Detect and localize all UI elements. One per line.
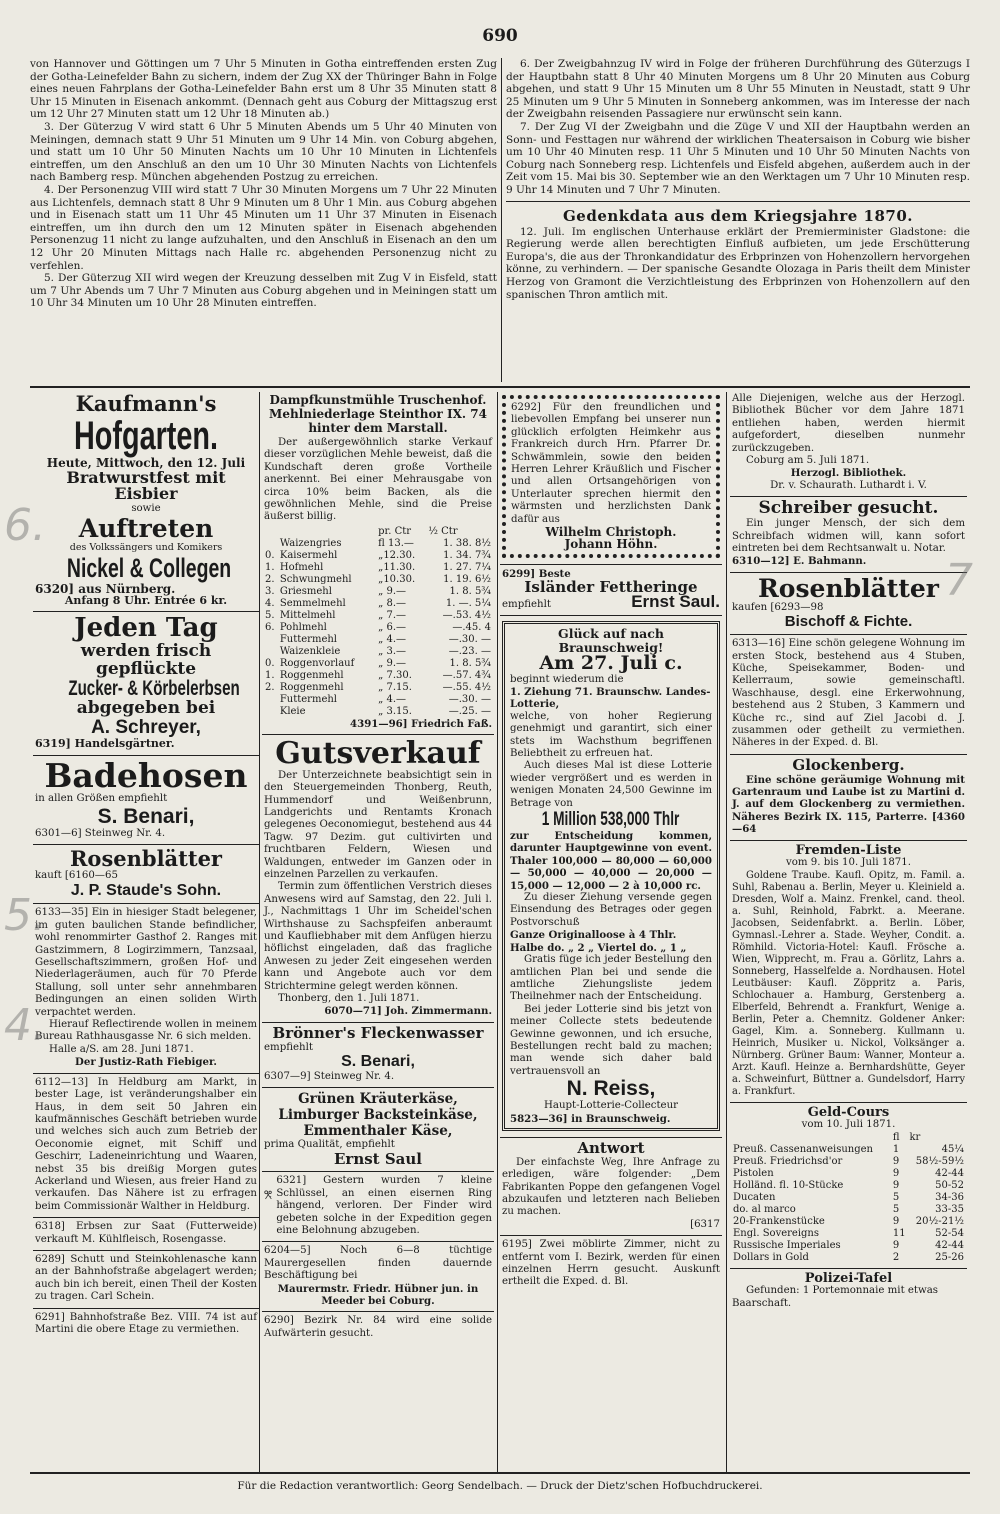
table-cell: Kleie bbox=[279, 705, 306, 717]
ad-title: Fremden-Liste bbox=[795, 842, 902, 858]
ad-line: S. Benari, bbox=[97, 804, 195, 828]
ad-title: Rosenblätter bbox=[69, 846, 222, 872]
ad-hofgarten bbox=[33, 390, 259, 612]
ad-line: werden frisch gepflückte bbox=[80, 640, 212, 679]
ad-heading: Kaufmann's bbox=[75, 391, 217, 416]
ad-lotterie bbox=[500, 616, 722, 1138]
table-row bbox=[732, 1156, 965, 1168]
table-cell bbox=[264, 634, 279, 646]
table-cell: Dollars in Gold bbox=[733, 1251, 809, 1263]
section-title: Gedenkdata aus dem Kriegsjahre 1870. bbox=[563, 207, 913, 226]
ad-line: 6320] aus Nürnberg. bbox=[35, 581, 176, 596]
table-cell bbox=[264, 694, 279, 706]
table-cell: 1. 38. 8½ bbox=[443, 537, 491, 549]
table-row bbox=[732, 1240, 965, 1252]
ad-text: 6112—13] In Heldburg am Markt, in bester Lage, ist veränderungshalber ein Haus, in dem seit 50 Jahren ein kaufmännisches Geschäft betrieben wurde und welches sich auch zum Betrieb der Oeconomie eignet, mit Schiff und Geschirr, Ladeneinrichtung und Waaren, nebst 35 bis dreißig Morgen gutes Ackerland und Wiesen, aus freier Hand zu verkaufen. Das Nähere ist zu erfragen beim Commissionär Walther in Heldburg. bbox=[35, 1076, 257, 1212]
table-cell: 34-36 bbox=[935, 1191, 964, 1203]
paragraph: 4. Der Personenzug VIII wird statt 7 Uhr 30 Minuten Morgens um 7 Uhr 22 Minuten aus Lichtenfels, demnach statt 8 Uhr 9 Minuten um 8 Uhr 1 Min. aus Coburg abgehen und in Eisenach statt um 11 Uhr 45 Minuten um 11 Uhr 37 Minuten in Eisenach eintreffen, um ihn durch den um 12 Minuten später in Eisenach abgehenden Personenzug 11 nicht zu lange aufzuhalten, und den Anschluß in Eisenach an den um 12 Uhr 20 Minuten Mittags nach Halle rc. abgehenden Personenzug nicht zu verfehlen. bbox=[30, 183, 497, 272]
table-cell: „ 4.— bbox=[378, 633, 407, 645]
table-row bbox=[732, 1216, 965, 1228]
ad-signature: Maurermstr. Friedr. Hübner jun. in Meeder bei Coburg. bbox=[277, 1282, 479, 1308]
ad-title: Schreiber gesucht. bbox=[758, 498, 939, 519]
ad-column-4 bbox=[730, 390, 967, 1314]
table-cell: 9 bbox=[892, 1167, 900, 1179]
table-row bbox=[732, 1180, 965, 1192]
table-cell: 1. 8. 5¾ bbox=[449, 585, 491, 597]
ad-heringe bbox=[500, 565, 722, 617]
table-cell: „ 3.— bbox=[378, 645, 407, 657]
ad-fleckenwasser bbox=[262, 1023, 494, 1088]
table-cell: 45¼ bbox=[941, 1143, 964, 1155]
table-row bbox=[264, 706, 492, 718]
ad-line bbox=[35, 678, 257, 700]
ad-text: 6133—35] Ein in hiesiger Stadt belegener, im guten baulichen Stande befindlicher, wohl renommirter Gasthof 2. Ranges mit Gastzimmern, 8 Logirzimmern, Tanzsaal, Gesellschaftszimmern, großen Hof- und Niederlageräumen, auch für 70 Pferde Stallung, soll unter sehr annehmbaren Bedingungen an einen soliden Wirth verpachtet werden. bbox=[35, 907, 257, 1018]
table-cell: „ 7.— bbox=[378, 609, 407, 621]
table-cell: Russische Imperiales bbox=[733, 1239, 841, 1251]
table-cell: Futtermehl bbox=[279, 633, 337, 645]
table-cell: Roggenvorlauf bbox=[279, 657, 355, 669]
ad-line: kauft [6160—65 bbox=[35, 870, 118, 882]
ad-title: Badehosen bbox=[44, 755, 248, 795]
ad-signature: 4391—96] Friedrich Faß. bbox=[350, 717, 492, 730]
ad-title: Glockenberg. bbox=[792, 755, 905, 774]
ad-title-text: Hofgarten. bbox=[74, 414, 218, 459]
column-divider bbox=[497, 392, 498, 1472]
table-cell: 1. 27. 7¼ bbox=[443, 561, 491, 573]
table-cell: fl 13.— bbox=[378, 537, 414, 549]
ad-schutt bbox=[33, 1251, 259, 1309]
table-cell bbox=[264, 706, 279, 718]
table-cell: 2. bbox=[265, 681, 275, 693]
ad-text: beginnt wiederum die bbox=[510, 673, 624, 685]
table-row bbox=[264, 694, 492, 706]
ad-line: prima Qualität, empfiehlt bbox=[264, 1139, 395, 1151]
table-cell: Preuß. Cassenanweisungen bbox=[733, 1143, 873, 1155]
table-cell: Semmelmehl bbox=[279, 597, 346, 609]
ad-rosenblaetter-2 bbox=[730, 573, 967, 635]
column-divider bbox=[726, 392, 727, 1472]
ad-dampfmuehle bbox=[262, 390, 494, 735]
table-cell: 9 bbox=[892, 1239, 900, 1251]
ad-line-text: Nickel & Collegen bbox=[66, 553, 232, 584]
ad-text: 1. Ziehung 71. Braunschw. Landes-Lotterie, bbox=[510, 686, 711, 711]
ad-schreiber bbox=[730, 497, 967, 572]
ad-text: 6289] Schutt und Steinkohlenasche kann an der Bahnhofstraße abgelagert werden; auch bin ich bereit, einen Theil der Kosten zu tragen. Carl Schein. bbox=[35, 1253, 257, 1303]
table-cell: —.30. — bbox=[448, 633, 491, 645]
ad-line: S. Benari, bbox=[341, 1053, 415, 1071]
ad-text: Eine schöne geräumige Wohnung mit Gartenraum und Laube ist zu Martini d. J. auf dem Glockenberg zu vermiethen. Näheres Bezirk IX. 115, Parterre. [4360—64 bbox=[732, 773, 965, 836]
table-cell: Waizengries bbox=[279, 537, 342, 549]
table-cell: „ 6.— bbox=[378, 621, 407, 633]
table-cell: Pistolen bbox=[733, 1167, 774, 1179]
table-cell: —.25. — bbox=[448, 705, 491, 717]
ad-title: Antwort bbox=[577, 1139, 645, 1158]
table-cell: 1. bbox=[265, 561, 275, 573]
ad-column-1 bbox=[33, 390, 259, 1340]
ad-text: 6290] Bezirk Nr. 84 wird eine solide Aufwärterin gesucht. bbox=[264, 1315, 492, 1339]
ad-text: Der einfachste Weg, Ihre Anfrage zu erledigen, wäre folgender: „Dem Fabrikanten Poppe den gefangenen Vogel abzukaufen und letzteren nach Belieben zu machen. bbox=[502, 1156, 720, 1218]
table-cell: Pohlmehl bbox=[279, 621, 327, 633]
table-row bbox=[732, 1168, 965, 1180]
ad-frame bbox=[502, 621, 720, 1131]
ad-line: Am 27. Juli c. bbox=[539, 651, 683, 674]
pencil-mark: 7 bbox=[945, 555, 973, 606]
table-cell: 4. bbox=[265, 597, 275, 609]
table-cell: Griesmehl bbox=[279, 585, 332, 597]
ad-column-2 bbox=[262, 390, 494, 1344]
ad-line: 6307—9] Steinweg Nr. 4. bbox=[264, 1070, 395, 1082]
table-cell: Waizenkleie bbox=[279, 645, 341, 657]
ad-line: Heute, Mittwoch, den 12. Juli bbox=[46, 456, 246, 471]
ad-signature: Johann Höhn. bbox=[564, 537, 658, 552]
ad-erbsen bbox=[33, 612, 259, 755]
table-row bbox=[264, 610, 492, 622]
table-header-cell: fl bbox=[892, 1131, 900, 1143]
table-cell: 0. bbox=[265, 549, 275, 561]
ad-text: Coburg am 5. Juli 1871. bbox=[746, 455, 870, 467]
table-header-cell bbox=[732, 1132, 892, 1144]
ad-text: Termin zum öffentlichen Verstrich dieses Anwesens wird auf Samstag, den 22. Juli l. J., Nachmittags 1 Uhr im Scheidel'schen Wirthshause zu Sachspfeifen anberaumt und Kaufliebhaber mit dem Anfügen hierzu höflichst eingeladen, daß das fragliche Anwesen zu jeder Zeit eingesehen werden kann und Angebote auch vor dem Strichtermine gelegt werden können. bbox=[264, 881, 492, 992]
column-divider bbox=[501, 58, 502, 382]
ad-zimmer bbox=[500, 1236, 722, 1293]
section-divider bbox=[30, 386, 970, 388]
table-cell: 9 bbox=[892, 1179, 900, 1191]
ad-line: in allen Größen empfiehlt bbox=[35, 793, 168, 805]
paragraph: 6. Der Zweigbahnzug IV wird in Folge der früheren Durchführung des Güterzugs I der Hauptbahn statt 8 Uhr 40 Minuten Morgens um 8 Uhr 20 Minuten aus Coburg abgehen, und statt 9 Uhr 15 Minuten um 8 Uhr 55 Minuten in Neustadt, statt 9 Uhr 25 Minuten um 9 Uhr 5 Minuten in Sonneberg ankommen, was im Interesse der nach der Zweigbahn reisenden Passagiere nur erwünscht sein kann. bbox=[506, 58, 970, 121]
table-cell: 1. 8. 5¾ bbox=[449, 657, 491, 669]
table-row bbox=[264, 586, 492, 598]
table-cell: 33-35 bbox=[935, 1203, 964, 1215]
ad-line: Auftreten bbox=[78, 513, 214, 543]
ad-line: des Volkssängers und Komikers bbox=[69, 541, 223, 553]
table-cell: 1 bbox=[892, 1143, 900, 1155]
ad-antwort bbox=[500, 1138, 722, 1236]
table-cell: 6. bbox=[265, 621, 275, 633]
table-cell: 9 bbox=[892, 1215, 900, 1227]
table-cell: 5 bbox=[892, 1203, 900, 1215]
ad-line: Bratwurstfest mit Eisbier bbox=[66, 467, 226, 504]
ad-line: 6301—6] Steinweg Nr. 4. bbox=[35, 827, 166, 839]
ad-title: Brönner's Fleckenwasser bbox=[272, 1023, 484, 1042]
ad-geldcours bbox=[730, 1103, 967, 1269]
ad-fremdenliste bbox=[730, 841, 967, 1103]
ad-line-text: 1 Million 538,000 Thlr bbox=[542, 809, 680, 831]
divider bbox=[506, 201, 970, 203]
ad-line: abgegeben bei bbox=[76, 698, 216, 719]
top-right-column bbox=[506, 58, 970, 301]
ad-polizei bbox=[730, 1269, 967, 1314]
ad-signature: N. Reiss, bbox=[566, 1077, 656, 1101]
ad-text: 6291] Bahnhofstraße Bez. VIII. 74 ist auf Martini die obere Etage zu vermiethen. bbox=[35, 1311, 257, 1336]
ad-glockenberg bbox=[730, 755, 967, 841]
table-cell: Mittelmehl bbox=[279, 609, 336, 621]
table-row bbox=[264, 646, 492, 658]
ad-title: Dampfkunstmühle Truschenhof. Mehlniederlage Steinthor IX. 74 hinter dem Marstall. bbox=[269, 393, 487, 435]
ad-title: Jeden Tag bbox=[74, 613, 218, 644]
paragraph: 3. Der Güterzug V wird statt 6 Uhr 5 Minuten Abends um 5 Uhr 40 Minuten von Meiningen, demnach statt 9 Uhr 51 Minuten um 9 Uhr 14 Min. von Coburg abgehen, und statt um 10 Uhr 50 Minuten Nachts um 10 Uhr 10 Minuten in Lichtenfels eintreffen, um den Anschluß an den um 10 Uhr 30 Minuten Nachts von Lichtenfels nach Bamberg resp. München abgehenden Postzug zu erreichen. bbox=[30, 120, 497, 184]
ad-text: Ganze Originalloose à 4 Thlr. Halbe do. „ 2 „ Viertel do. „ 1 „ bbox=[510, 929, 687, 954]
table-cell: 0. bbox=[265, 657, 275, 669]
ad-text: Gratis füge ich jeder Bestellung den amtlichen Plan bei und sende die amtliche Ziehungsliste jedem Theilnehmer nach der Entscheidung. bbox=[510, 954, 712, 1003]
ad-line: vom 10. Juli 1871. bbox=[801, 1119, 896, 1131]
ad-text: Auch dieses Mal ist diese Lotterie wieder vergrößert und es werden in wenigen Monaten 24,500 Gewinne im Betrage von bbox=[510, 760, 712, 809]
table-row bbox=[732, 1204, 965, 1216]
ad-text: welche, von hoher Regierung genehmigt und garantirt, sich einer stets im Wachsthum begriffenen Beliebtheit zu erfreuen hat. bbox=[510, 710, 712, 760]
table-cell: Holländ. fl. 10-Stücke bbox=[733, 1179, 844, 1191]
ad-signature: Ernst Saul bbox=[334, 1149, 422, 1168]
table-cell bbox=[264, 538, 279, 550]
table-row bbox=[264, 598, 492, 610]
table-header-cell: ½ Ctr bbox=[428, 525, 458, 537]
ad-badehosen bbox=[33, 756, 259, 846]
ad-title: Geld-Cours bbox=[807, 1104, 890, 1120]
pencil-mark: 5. bbox=[4, 890, 46, 941]
ad-text: Der Justiz-Rath Fiebiger. bbox=[75, 1056, 217, 1069]
ad-erbsen-saat bbox=[33, 1218, 259, 1251]
ad-signature: Herzogl. Bibliothek. bbox=[790, 467, 907, 480]
table-header-cell bbox=[264, 526, 279, 538]
table-cell: „ 3.15. bbox=[378, 705, 412, 717]
table-cell: 42-44 bbox=[935, 1239, 964, 1251]
table-cell: 5. bbox=[265, 609, 275, 621]
table-cell: „12.30. bbox=[378, 549, 416, 561]
exchange-table bbox=[732, 1132, 965, 1264]
pencil-mark: 4. bbox=[4, 1000, 46, 1051]
ad-line: sowie bbox=[131, 503, 161, 515]
ad-text: Hierauf Reflectirende wollen in meinem Bureau Rathhausgasse Nr. 6 sich melden. bbox=[35, 1019, 257, 1043]
ad-text: 6195] Zwei möblirte Zimmer, nicht zu entfernt vom I. Bezirk, werden für einen einzelnen Herrn gesucht. Auskunft ertheilt die Exped. d. Bl. bbox=[502, 1239, 720, 1288]
ad-signature: Ernst Saul. bbox=[631, 592, 720, 612]
ad-line: vom 9. bis 10. Juli 1871. bbox=[786, 857, 911, 869]
table-cell: 9 bbox=[892, 1155, 900, 1167]
ad-line-text: Zucker- & Körbelerbsen bbox=[68, 677, 240, 701]
ad-text: 6313—16] Eine schön gelegene Wohnung im ersten Stock, bestehend aus 4 Stuben, Küche, Speisekammer, Boden- und Kellerraum, sowie gemeinschaftl. Waschhause, desgl. eine Erkerwohnung, bestehend aus 2 Stuben, 3 Kammern und Küche rc., sind auf Ziel Jacobi d. J. zusammen oder getheilt zu vermiethen. Näheres in der Exped. d. Bl. bbox=[732, 638, 965, 749]
table-cell: 42-44 bbox=[935, 1167, 964, 1179]
ad-row bbox=[502, 592, 720, 612]
paragraph: 12. Juli. Im englischen Unterhause erklärt der Premierminister Gladstone: die Regierung werde allen berechtigten Einfluß aufbieten, um jede Erschütterung Europa's, die aus der Thronkandidatur des Erbprinzen von Hohenzollern hervorgehen könne, zu verhindern. — Der spanische Gesandte Olozaga in Paris theilt dem Minister Herzog von Gramont die Verzichtleistung des Erbprinzen von Hohenzollern auf den spanischen Thron amtlich mit. bbox=[506, 225, 970, 301]
ad-bahnhof bbox=[33, 1309, 259, 1341]
table-cell: 25-26 bbox=[935, 1251, 964, 1263]
ad-signature: 6070—71] Joh. Zimmermann. bbox=[324, 1005, 492, 1018]
paragraph: 5. Der Güterzug XII wird wegen der Kreuzung desselben mit Zug V in Eisfeld, statt um 7 Uhr Abends um 7 Uhr 7 Minuten aus Coburg abgehen und in Meiningen statt um 10 Uhr 34 Minuten um 10 Uhr 28 Minuten eintreffen. bbox=[30, 272, 497, 310]
paragraph: von Hannover und Göttingen um 7 Uhr 5 Minuten in Gotha eintreffenden ersten Zug der Gotha-Leinefelder Bahn zu sichern, indem der Zug XX der Thüringer Bahn in Folge eines neuen Fahrplans der Gotha-Leinefelder Bahn erst um 8 Uhr 35 Minuten statt 8 Uhr 15 Minuten in Eisenach ankommt. (Dennach geht aus Coburg der Mittagszug erst um 12 Uhr 27 Minuten statt um 12 Uhr 18 Minuten ab.) bbox=[30, 58, 497, 121]
table-cell: „ 7.15. bbox=[378, 681, 412, 693]
table-cell: 1. 19. 6½ bbox=[443, 573, 491, 585]
ad-line: empfiehlt bbox=[264, 1041, 313, 1053]
ad-signature: 6310—12] E. Bahmann. bbox=[732, 555, 867, 568]
ad-text: Bei jeder Lotterie sind bis jetzt von meiner Collecte stets bedeutende Gewinne gewonnen, und ich ersuche, Bestellungen recht bald zu machen; man wende sich daher bald vertrauensvoll an bbox=[510, 1003, 712, 1077]
price-rows bbox=[264, 538, 492, 718]
ad-kaese bbox=[262, 1088, 494, 1172]
table-row bbox=[264, 574, 492, 586]
table-cell: 20½-21½ bbox=[915, 1215, 964, 1227]
table-cell: 5 bbox=[892, 1191, 900, 1203]
ad-gasthof bbox=[33, 904, 259, 1073]
ad-text: zur Entscheidung kommen, darunter Hauptgewinne von event. Thaler 100,000 — 80,000 — 60,000 — 50,000 — 40,000 — 20,000 — 15,000 — 12,000 — 2 à 10,000 rc. bbox=[510, 830, 712, 892]
ad-text: 6204—5] Noch 6—8 tüchtige Maurergesellen finden dauernde Beschäftigung bei bbox=[264, 1245, 492, 1282]
table-row bbox=[264, 622, 492, 634]
ad-text: 6318] Erbsen zur Saat (Futterweide) verkauft M. Kühlfleisch, Rosengasse. bbox=[35, 1221, 257, 1245]
table-cell: „ 8.— bbox=[378, 597, 407, 609]
ad-text: Ein junger Mensch, der sich dem Schreibfach widmen will, kann sofort eintreten bei dem Rechtsanwalt u. Notar. bbox=[732, 518, 965, 554]
table-header-cell bbox=[279, 526, 377, 538]
table-header-cell: pr. Ctr bbox=[378, 525, 412, 537]
table-cell: —.55. 4½ bbox=[442, 681, 491, 693]
ad-title: Rosenblätter bbox=[758, 573, 939, 603]
table-cell: Ducaten bbox=[733, 1191, 776, 1203]
column-divider bbox=[259, 392, 260, 1472]
ad-column-3 bbox=[500, 390, 722, 1293]
ad-title bbox=[35, 415, 257, 457]
ad-line: 5823—36] in Braunschweig. bbox=[510, 1112, 671, 1125]
price-table bbox=[264, 526, 492, 718]
ad-line bbox=[35, 554, 257, 582]
ad-danksagung bbox=[500, 390, 722, 565]
table-cell: do. al marco bbox=[733, 1203, 796, 1215]
ad-line: kaufen [6293—98 bbox=[732, 601, 824, 613]
table-cell: Futtermehl bbox=[279, 693, 337, 705]
table-cell: „11.30. bbox=[378, 561, 416, 573]
ad-frame bbox=[502, 395, 720, 558]
table-row bbox=[264, 538, 492, 550]
ad-line: A. Schreyer, bbox=[91, 717, 201, 739]
table-cell: Preuß. Friedrichsd'or bbox=[733, 1155, 843, 1167]
key-icon bbox=[264, 1175, 272, 1215]
ad-text: 6321] Gestern wurden 7 kleine Schlüssel, an einen eisernen Ring hängend, verloren. Der Finder wird gebeten solche in der Expedition gegen eine Belohnung abzugeben. bbox=[276, 1175, 492, 1237]
table-cell: —.45. 4 bbox=[452, 621, 491, 633]
table-cell: —.23. — bbox=[448, 645, 491, 657]
table-cell bbox=[264, 646, 279, 658]
table-header bbox=[264, 526, 492, 538]
table-cell: —.30. — bbox=[448, 693, 491, 705]
ad-text: Alle Diejenigen, welche aus der Herzogl. Bibliothek Bücher vor dem Jahre 1871 entliehen haben, werden hiermit aufgefordert, dieselben nunmehr zurückzugeben. bbox=[732, 393, 965, 454]
table-cell: Engl. Sovereigns bbox=[733, 1227, 820, 1239]
footer-imprint: Für die Redaction verantwortlich: Georg Sendelbach. — Druck der Dietz'schen Hofbuchdruckerei. bbox=[237, 1480, 763, 1492]
ad-signature: Wilhelm Christoph. bbox=[545, 525, 677, 540]
ad-bibliothek bbox=[730, 390, 967, 497]
table-cell: 20-Frankenstücke bbox=[733, 1215, 825, 1227]
table-cell: „ 7.30. bbox=[378, 669, 412, 681]
table-cell: 50-52 bbox=[935, 1179, 964, 1191]
ad-title: Polizei-Tafel bbox=[804, 1270, 893, 1286]
ad-text: [6317 bbox=[690, 1218, 720, 1230]
pencil-mark: 6. bbox=[4, 500, 46, 551]
table-cell: 3. bbox=[265, 585, 275, 597]
table-cell: Hofmehl bbox=[279, 561, 324, 573]
ad-signature: Bischoff & Fichte. bbox=[784, 613, 913, 631]
ad-line: empfiehlt bbox=[502, 599, 551, 611]
ad-text: Goldene Traube. Kaufl. Opitz, m. Famil. a. Suhl, Rabenau a. Berlin, Meyer u. Kleinield a. Dresden, Wolf a. Mainz. Frenkel, cand. theol. a. Suhl, Reinhold, Fabrkt. a. Meerane. Jacobsen, Seidenfabrkt. a. Berlin. Löber, Gymnasl.-Lehrer a. Stade. Weyher, Condit. a. Römhild. Victoria-Hotel: Kaufl. Frösche a. Wien, Wipprecht, m. Frau a. Görlitz, Lahrs a. Sonneberg, Hasselfelde a. Nordhausen. Hotel Leutbäuser: Kaufl. Zöppritz a. Paris, Schlochauer a. Hamburg, Gerstenberg a. Elberfeld, Behrendt a. Frankfurt, Wenige a. Berlin, Peter a. Chemnitz. Goldener Anker: Gagel, Kim. a. Sonneberg. Kullmann u. Heinrich, Musiker u. Nickol, Volksänger a. Nürnberg. Grüner Baum: Wanner, Monteur a. Arzt. Kaufl. Heinze a. Bernhardshütte, Geyer a. Schweinfurt, Büttner a. Gundelsdorf, Harry a. Frankfurt. bbox=[732, 869, 965, 1097]
ad-text: Dr. v. Schaurath. Luthardt i. V. bbox=[770, 479, 927, 491]
table-cell: „ 9.— bbox=[378, 657, 407, 669]
table-cell: 2. bbox=[265, 573, 275, 585]
table-cell: 11 bbox=[892, 1227, 906, 1239]
table-cell: 58½-59½ bbox=[915, 1155, 964, 1167]
table-header-cell: kr bbox=[909, 1131, 921, 1143]
ad-text: Zu dieser Ziehung versende gegen Einsendung des Betrages oder gegen Postvorschuß bbox=[510, 892, 712, 928]
table-cell: —.57. 4¾ bbox=[442, 669, 491, 681]
ad-text: 6292] Für den freundlichen und liebevollen Empfang bei unserer nun glücklich erfolgten Heimkehr aus Frankreich durch Hrn. Pfarrer Dr. Schwämmlein, sowie den beiden Herren Lehrer Kräußlich und Fischer und allen Ortsangehörigen von Unterlauter sprechen hiermit den wärmsten und herzlichsten Dank dafür aus bbox=[511, 402, 711, 525]
ad-wohnung bbox=[730, 635, 967, 755]
page-number: 690 bbox=[482, 26, 518, 46]
ad-line: 6299] Beste bbox=[502, 567, 571, 580]
ad-text: Der außergewöhnlich starke Verkauf dieser vorzüglichen Mehle beweist, daß die Kundschaft deren große Vortheile anerkennt. Bei einer Mehrausgabe von circa 10% beim Backen, als die gewöhnlichen Mehle, sind die Preise äußerst billig. bbox=[264, 437, 492, 523]
ad-heldburg bbox=[33, 1074, 259, 1218]
ad-title: Grünen Kräuterkäse, Limburger Backsteinkäse, Emmenthaler Käse, bbox=[278, 1091, 478, 1140]
table-cell: Roggenmehl bbox=[279, 681, 344, 693]
ad-gutsverkauf bbox=[262, 735, 494, 1023]
table-row bbox=[264, 562, 492, 574]
ad-maurer bbox=[262, 1242, 494, 1312]
ad-line bbox=[510, 810, 712, 830]
table-row bbox=[264, 550, 492, 562]
ad-title: Isländer Fettheringe bbox=[524, 578, 698, 597]
table-cell: Roggenmehl bbox=[279, 669, 344, 681]
ad-text: Gefunden: 1 Portemonnaie mit etwas Baarschaft. bbox=[732, 1285, 939, 1309]
ad-line: Anfang 8 Uhr. Entrée 6 kr. bbox=[64, 594, 228, 608]
table-cell: „ 4.— bbox=[378, 693, 407, 705]
top-left-column bbox=[30, 58, 497, 310]
table-cell: —.53. 4½ bbox=[442, 609, 491, 621]
table-cell: „ 9.— bbox=[378, 585, 407, 597]
table-header bbox=[732, 1132, 965, 1144]
table-row bbox=[264, 658, 492, 670]
table-cell: 52-54 bbox=[935, 1227, 964, 1239]
table-row bbox=[732, 1192, 965, 1204]
table-row bbox=[264, 634, 492, 646]
table-cell: „10.30. bbox=[378, 573, 416, 585]
ad-line: J. P. Staude's Sohn. bbox=[70, 881, 222, 899]
ad-row bbox=[264, 1175, 492, 1237]
table-cell: 1. 34. 7¾ bbox=[443, 549, 491, 561]
table-row bbox=[264, 682, 492, 694]
ad-line: 6319] Handelsgärtner. bbox=[35, 737, 175, 751]
table-cell: 1. —. 5¼ bbox=[445, 597, 491, 609]
ad-rosenblaetter bbox=[33, 845, 259, 904]
ad-text: Thonberg, den 1. Juli 1871. bbox=[278, 993, 420, 1005]
ad-text: Der Unterzeichnete beabsichtigt sein in den Steuergemeinden Thonberg, Reuth, Hummendorf und Weißenbrunn, Landgerichts und Rentamts Kronach gelegenes Oeconomiegut, bestehend aus 44 Tagw. 97 Dezim. gut cultivirten und fruchtbaren Feldern, Wiesen und Waldungen, entweder im Ganzen oder in einzelnen Parzellen zu verkaufen. bbox=[264, 769, 492, 880]
ad-aufwaerterin bbox=[262, 1312, 494, 1344]
table-row bbox=[732, 1144, 965, 1156]
paragraph: 7. Der Zug VI der Zweigbahn und die Züge V und XII der Hauptbahn werden an Sonn- und Festtagen nur während der wirklichen Theatersaison in Coburg wie bisher um 10 Uhr 40 Minuten resp. 11 Uhr 5 Minuten und 10 Uhr 50 Minuten Nachts von Coburg nach Sonneberg resp. Lichtenfels und Eisfeld abgehen, außerdem auch in der Zeit vom 15. Mai bis 30. September wie an den Werktagen um 7 Uhr 10 Minuten resp. 9 Uhr 14 Minuten und 7 Uhr 7 Minuten. bbox=[506, 120, 970, 196]
table-row bbox=[732, 1228, 965, 1240]
table-row bbox=[732, 1252, 965, 1264]
ad-text: Halle a/S. am 28. Juni 1871. bbox=[49, 1043, 194, 1055]
ad-title: Gutsverkauf bbox=[275, 736, 481, 772]
top-section bbox=[30, 58, 970, 382]
exchange-rows bbox=[732, 1144, 965, 1264]
table-cell: Schwungmehl bbox=[279, 573, 352, 585]
table-cell: 1. bbox=[265, 669, 275, 681]
table-row bbox=[264, 670, 492, 682]
table-cell: 2 bbox=[892, 1251, 900, 1263]
ad-line: Haupt-Lotterie-Collecteur bbox=[543, 1100, 679, 1112]
table-cell: Kaisermehl bbox=[279, 549, 338, 561]
footer-divider bbox=[30, 1472, 970, 1474]
ad-title: Glück auf nach Braunschweig! bbox=[558, 626, 664, 655]
ad-schluessel bbox=[262, 1172, 494, 1242]
